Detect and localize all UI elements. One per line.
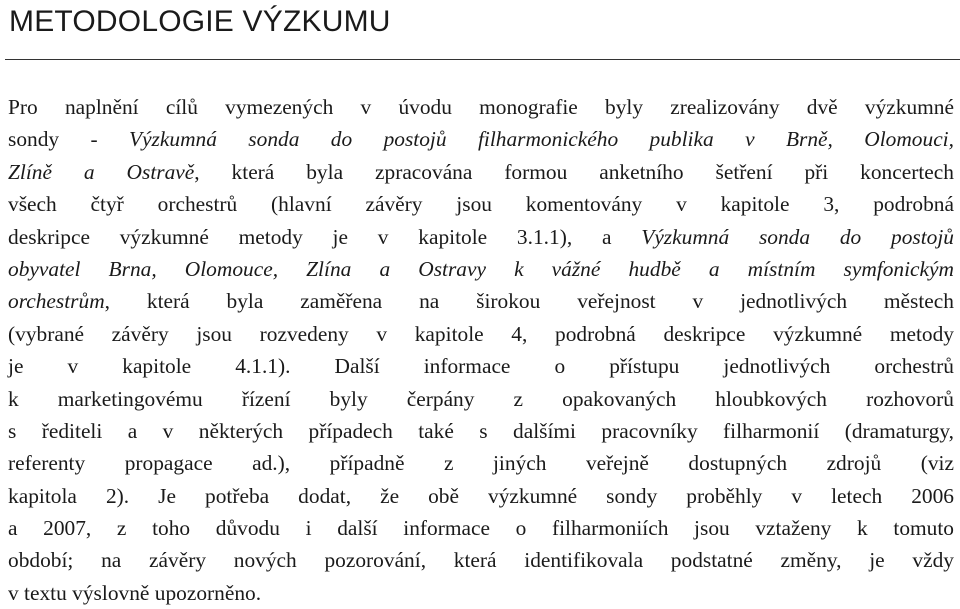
text-run: s řediteli a v některých případech také s dalšími pracovníky filharmonií (dramaturgy, (8, 418, 954, 443)
text-run: je v kapitole 4.1.1). Další informace o přístupu jednotlivých orchestrů (8, 354, 954, 379)
italic-text: obyvatel Brna, Olomouce, Zlína a Ostravy k vážné hudbě a místním symfonickým (8, 256, 954, 281)
text-run: a 2007, z toho důvodu i další informace o filharmoniích jsou vztaženy k tomuto (8, 516, 954, 541)
paragraph-line (8, 480, 954, 512)
italic-text: orchestrům (8, 289, 105, 314)
paragraph-line (8, 253, 954, 285)
text-run: (vybrané závěry jsou rozvedeny v kapitole 4, podrobná deskripce výzkumné metody (8, 321, 954, 346)
paragraph-line (8, 123, 954, 155)
paragraph-line (8, 447, 954, 479)
paragraph-line (8, 383, 954, 415)
text-run: k marketingovému řízení byly čerpány z opakovaných hloubkových rozhovorů (8, 386, 954, 411)
title-divider (5, 59, 960, 60)
paragraph-line (8, 512, 954, 544)
paragraph-line (8, 544, 954, 576)
paragraph-line (8, 350, 954, 382)
paragraph-line (8, 285, 954, 317)
italic-text: Výzkumná sonda do postojů (641, 224, 954, 249)
paragraph-line (8, 156, 954, 188)
paragraph-line (8, 188, 954, 220)
italic-text: Výzkumná sonda do postojů filharmonického publika v Brně, Olomouci, (129, 127, 954, 152)
paragraph-line (8, 577, 954, 609)
paragraph-line (8, 415, 954, 447)
paragraph-line (8, 91, 954, 123)
methodology-paragraph (8, 91, 954, 609)
text-run: referenty propagace ad.), případně z jiných veřejně dostupných zdrojů (viz (8, 451, 954, 476)
text-run: sondy - (8, 127, 129, 152)
text-run: deskripce výzkumné metody je v kapitole 3.1.1), a (8, 224, 642, 249)
italic-text: Zlíně a Ostravě (8, 159, 195, 184)
text-run: v textu výslovně upozorněno. (8, 580, 262, 605)
text-run: Pro naplnění cílů vymezených v úvodu monografie byly zrealizovány dvě výzkumné (8, 95, 954, 119)
text-run: , která byla zpracována formou anketního šetření při koncertech (194, 159, 954, 184)
text-run: všech čtyř orchestrů (hlavní závěry jsou komentovány v kapitole 3, podrobná (8, 192, 954, 217)
text-run: období; na závěry nových pozorování, která identifikovala podstatné změny, je vždy (8, 548, 954, 573)
paragraph-line (8, 221, 954, 253)
text-run: , která byla zaměřena na širokou veřejnost v jednotlivých městech (104, 289, 954, 314)
page-title: METODOLOGIE VÝZKUMU (9, 5, 391, 38)
paragraph-line (8, 318, 954, 350)
text-run: kapitola 2). Je potřeba dodat, že obě výzkumné sondy proběhly v letech 2006 (8, 483, 954, 508)
